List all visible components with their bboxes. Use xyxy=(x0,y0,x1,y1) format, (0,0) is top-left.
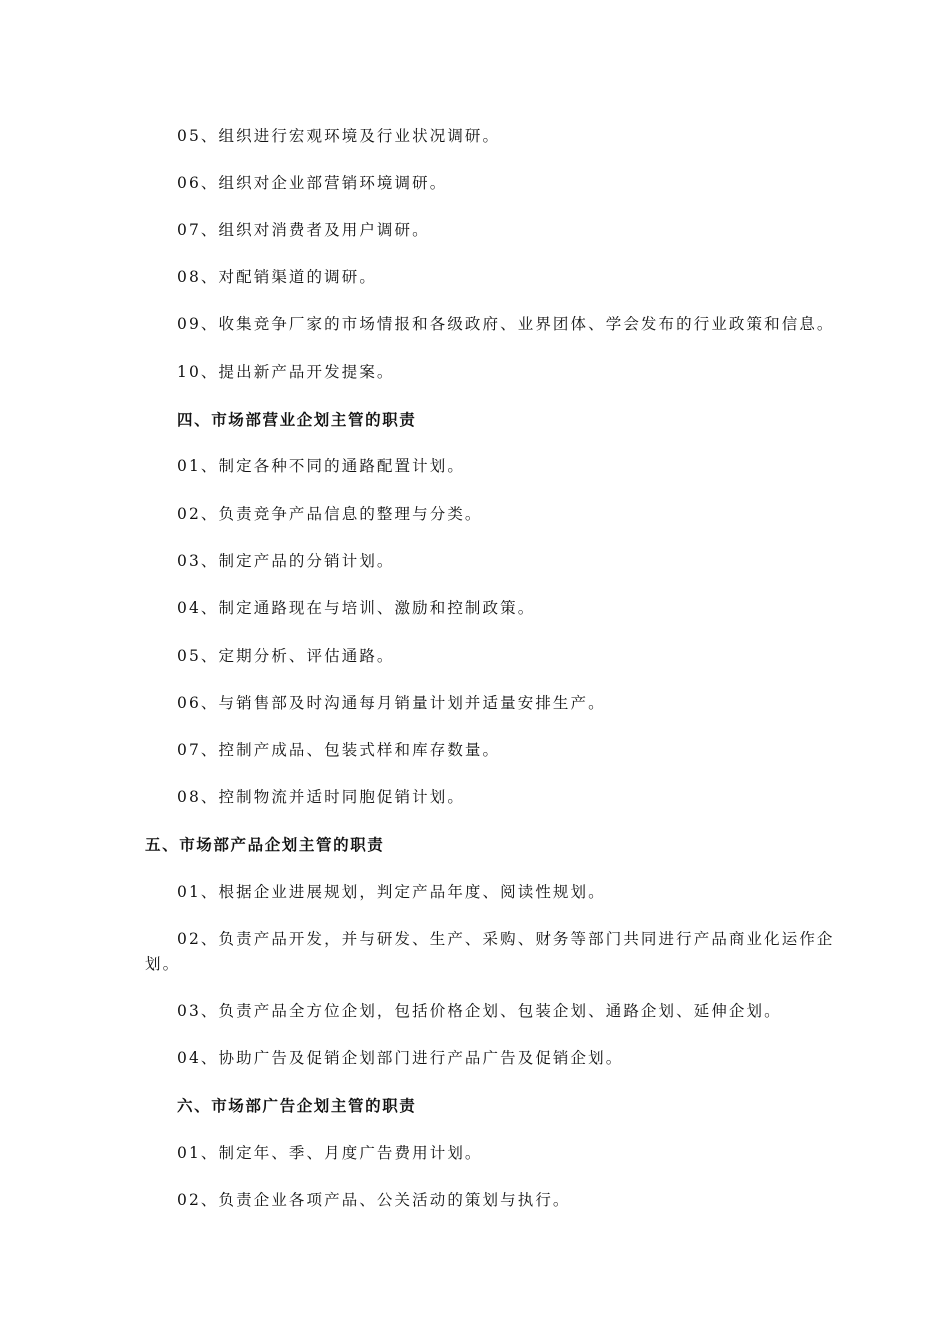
section-heading: 五、市场部产品企划主管的职责 xyxy=(145,835,385,854)
section-heading: 四、市场部营业企划主管的职责 xyxy=(177,410,417,429)
section-heading: 六、市场部广告企划主管的职责 xyxy=(177,1096,417,1115)
list-item-continuation: 划。 xyxy=(145,955,181,973)
list-item: 08、对配销渠道的调研。 xyxy=(177,268,377,286)
list-item: 03、制定产品的分销计划。 xyxy=(177,552,395,570)
list-item: 03、负责产品全方位企划，包括价格企划、包装企划、通路企划、延伸企划。 xyxy=(177,1002,782,1020)
list-item: 05、定期分析、评估通路。 xyxy=(177,647,395,665)
list-item: 02、负责产品开发，并与研发、生产、采购、财务等部门共同进行产品商业化运作企 xyxy=(177,930,835,948)
list-item: 01、根据企业进展规划，判定产品年度、阅读性规划。 xyxy=(177,883,606,901)
list-item: 05、组织进行宏观环境及行业状况调研。 xyxy=(177,127,501,145)
list-item: 07、控制产成品、包装式样和库存数量。 xyxy=(177,741,501,759)
list-item: 02、负责企业各项产品、公关活动的策划与执行。 xyxy=(177,1191,571,1209)
list-item: 04、协助广告及促销企划部门进行产品广告及促销企划。 xyxy=(177,1049,624,1067)
list-item: 08、控制物流并适时同胞促销计划。 xyxy=(177,788,465,806)
list-item: 10、提出新产品开发提案。 xyxy=(177,363,395,381)
list-item: 09、收集竞争厂家的市场情报和各级政府、业界团体、学会发布的行业政策和信息。 xyxy=(177,315,835,333)
list-item: 04、制定通路现在与培训、激励和控制政策。 xyxy=(177,599,536,617)
list-item: 02、负责竞争产品信息的整理与分类。 xyxy=(177,505,483,523)
list-item: 01、制定年、季、月度广告费用计划。 xyxy=(177,1144,483,1162)
list-item: 06、组织对企业部营销环境调研。 xyxy=(177,174,448,192)
list-item: 01、制定各种不同的通路配置计划。 xyxy=(177,457,465,475)
list-item: 07、组织对消费者及用户调研。 xyxy=(177,221,430,239)
list-item: 06、与销售部及时沟通每月销量计划并适量安排生产。 xyxy=(177,694,606,712)
